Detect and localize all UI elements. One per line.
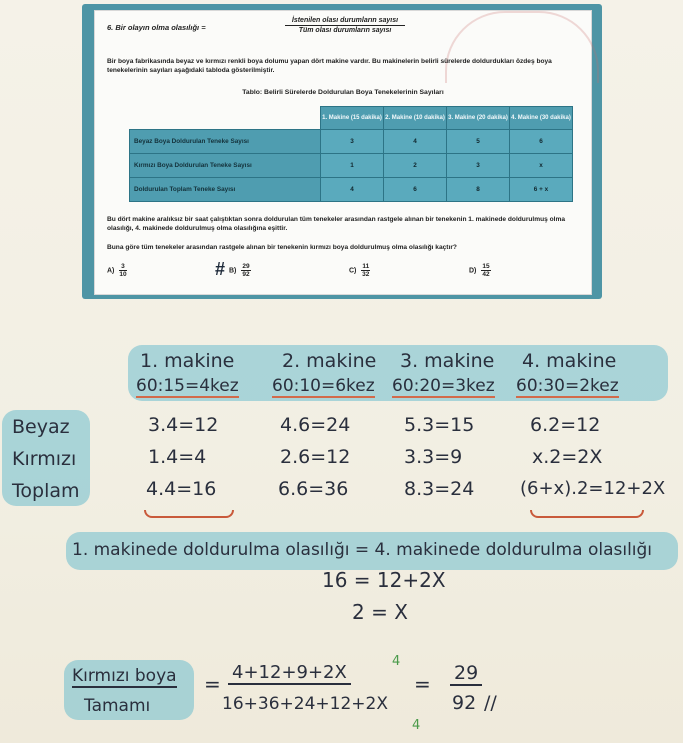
- machine-2-label: 2. makine: [282, 350, 377, 372]
- machine-3-label: 3. makine: [400, 350, 495, 372]
- answer-mark: #: [215, 259, 226, 279]
- toplam-3: 8.3=24: [404, 478, 475, 500]
- paragraph-intro: Bir boya fabrikasında beyaz ve kırmızı renkli boya dolumu yapan dört makine vardır. Bu makinelerin belirli sürelerde doldurdukları özdeş boya tenekelerinin sayıları aşağıdaki tabloda gösterilmiştir.: [107, 58, 552, 74]
- machine-4-label: 4. makine: [522, 350, 617, 372]
- paragraph-condition: Bu dört makine aralıksız bir saat çalıştıktan sonra doldurulan tüm tenekeler arasından rastgele alınan bir tenekenin 1. makinede doldurulmuş olma olasılığı, 4. makinede doldurulmuş olma olasılığına eşittir.: [107, 216, 566, 232]
- beyaz-3: 5.3=15: [404, 414, 475, 436]
- header-machine-3: 3. Makine (20 dakika): [447, 107, 510, 130]
- paragraph-question: Buna göre tüm tenekeler arasından rastgele alınan bir tenekenin kırmızı boya doldurulmuş olma olasılığı kaçtır?: [107, 244, 457, 251]
- equation-line-2: 2 = X: [352, 600, 408, 624]
- kirmizi-2: 2.6=12: [280, 446, 351, 468]
- final-label-bottom: Tamamı: [84, 696, 151, 716]
- final-denominator: 16+36+24+12+2X: [222, 694, 388, 714]
- table-row: Kırmızı Boya Doldurulan Teneke Sayısı 1 2 3 x: [130, 154, 573, 178]
- beyaz-4: 6.2=12: [530, 414, 601, 436]
- result-denominator: 92: [452, 692, 477, 714]
- choice-d[interactable]: D) $\frac{15}{42}$: [469, 263, 490, 278]
- toplam-1: 4.4=16: [146, 478, 217, 500]
- question-title: 6. Bir olayın olma olasılığı =: [107, 23, 206, 32]
- table-row: Beyaz Boya Doldurulan Teneke Sayısı 3 4 5 6: [130, 130, 573, 154]
- table-row: Doldurulan Toplam Teneke Sayısı 4 6 8 6 + x: [130, 178, 573, 202]
- rate-4: 60:30=2kez: [516, 376, 619, 396]
- beyaz-1: 3.4=12: [148, 414, 219, 436]
- equals-1: =: [204, 672, 221, 696]
- choice-c[interactable]: C) $\frac{11}{32}$: [349, 263, 370, 278]
- rate-1: 60:15=4kez: [136, 376, 239, 396]
- substitute-numerator: 4: [392, 654, 401, 669]
- beyaz-2: 4.6=24: [280, 414, 351, 436]
- question-card: [82, 4, 602, 299]
- header-machine-4: 4. Makine (30 dakika): [510, 107, 573, 130]
- kirmizi-4: x.2=2X: [532, 446, 603, 468]
- rate-2: 60:10=6kez: [272, 376, 375, 396]
- result-mark: //: [484, 692, 497, 714]
- final-label-top: Kırmızı boya: [72, 666, 177, 686]
- choice-b[interactable]: B) $\frac{29}{92}$: [229, 263, 250, 278]
- toplam-4: (6+x).2=12+2X: [520, 478, 666, 499]
- label-kirmizi: Kırmızı: [12, 448, 77, 470]
- kirmizi-1: 1.4=4: [148, 446, 207, 468]
- label-beyaz: Beyaz: [12, 416, 70, 438]
- final-numerator: 4+12+9+2X: [228, 662, 351, 685]
- kirmizi-3: 3.3=9: [404, 446, 463, 468]
- brace-right: [530, 510, 644, 518]
- machine-table: [129, 106, 573, 202]
- label-toplam: Toplam: [12, 480, 80, 502]
- table-caption: Tablo: Belirli Sürelerde Doldurulan Boya Tenekelerinin Sayıları: [242, 89, 444, 96]
- toplam-2: 6.6=36: [278, 478, 349, 500]
- probability-formula: İstenilen olası durumların sayısı Tüm olası durumların sayısı: [285, 17, 405, 34]
- result-numerator: 29: [450, 662, 482, 686]
- header-machine-1: 1. Makine (15 dakika): [321, 107, 384, 130]
- question-paper: [94, 10, 592, 295]
- brace-left: [144, 510, 234, 518]
- substitute-denominator: 4: [412, 718, 421, 733]
- choice-a[interactable]: A) $\frac{3}{10}$: [107, 263, 127, 278]
- rate-3: 60:20=3kez: [392, 376, 495, 396]
- equation-line-1: 16 = 12+2X: [322, 568, 446, 592]
- equals-2: =: [414, 672, 431, 696]
- equality-statement: 1. makinede doldurulma olasılığı = 4. makinede doldurulma olasılığı: [72, 540, 653, 560]
- header-machine-2: 2. Makine (10 dakika): [384, 107, 447, 130]
- machine-1-label: 1. makine: [140, 350, 235, 372]
